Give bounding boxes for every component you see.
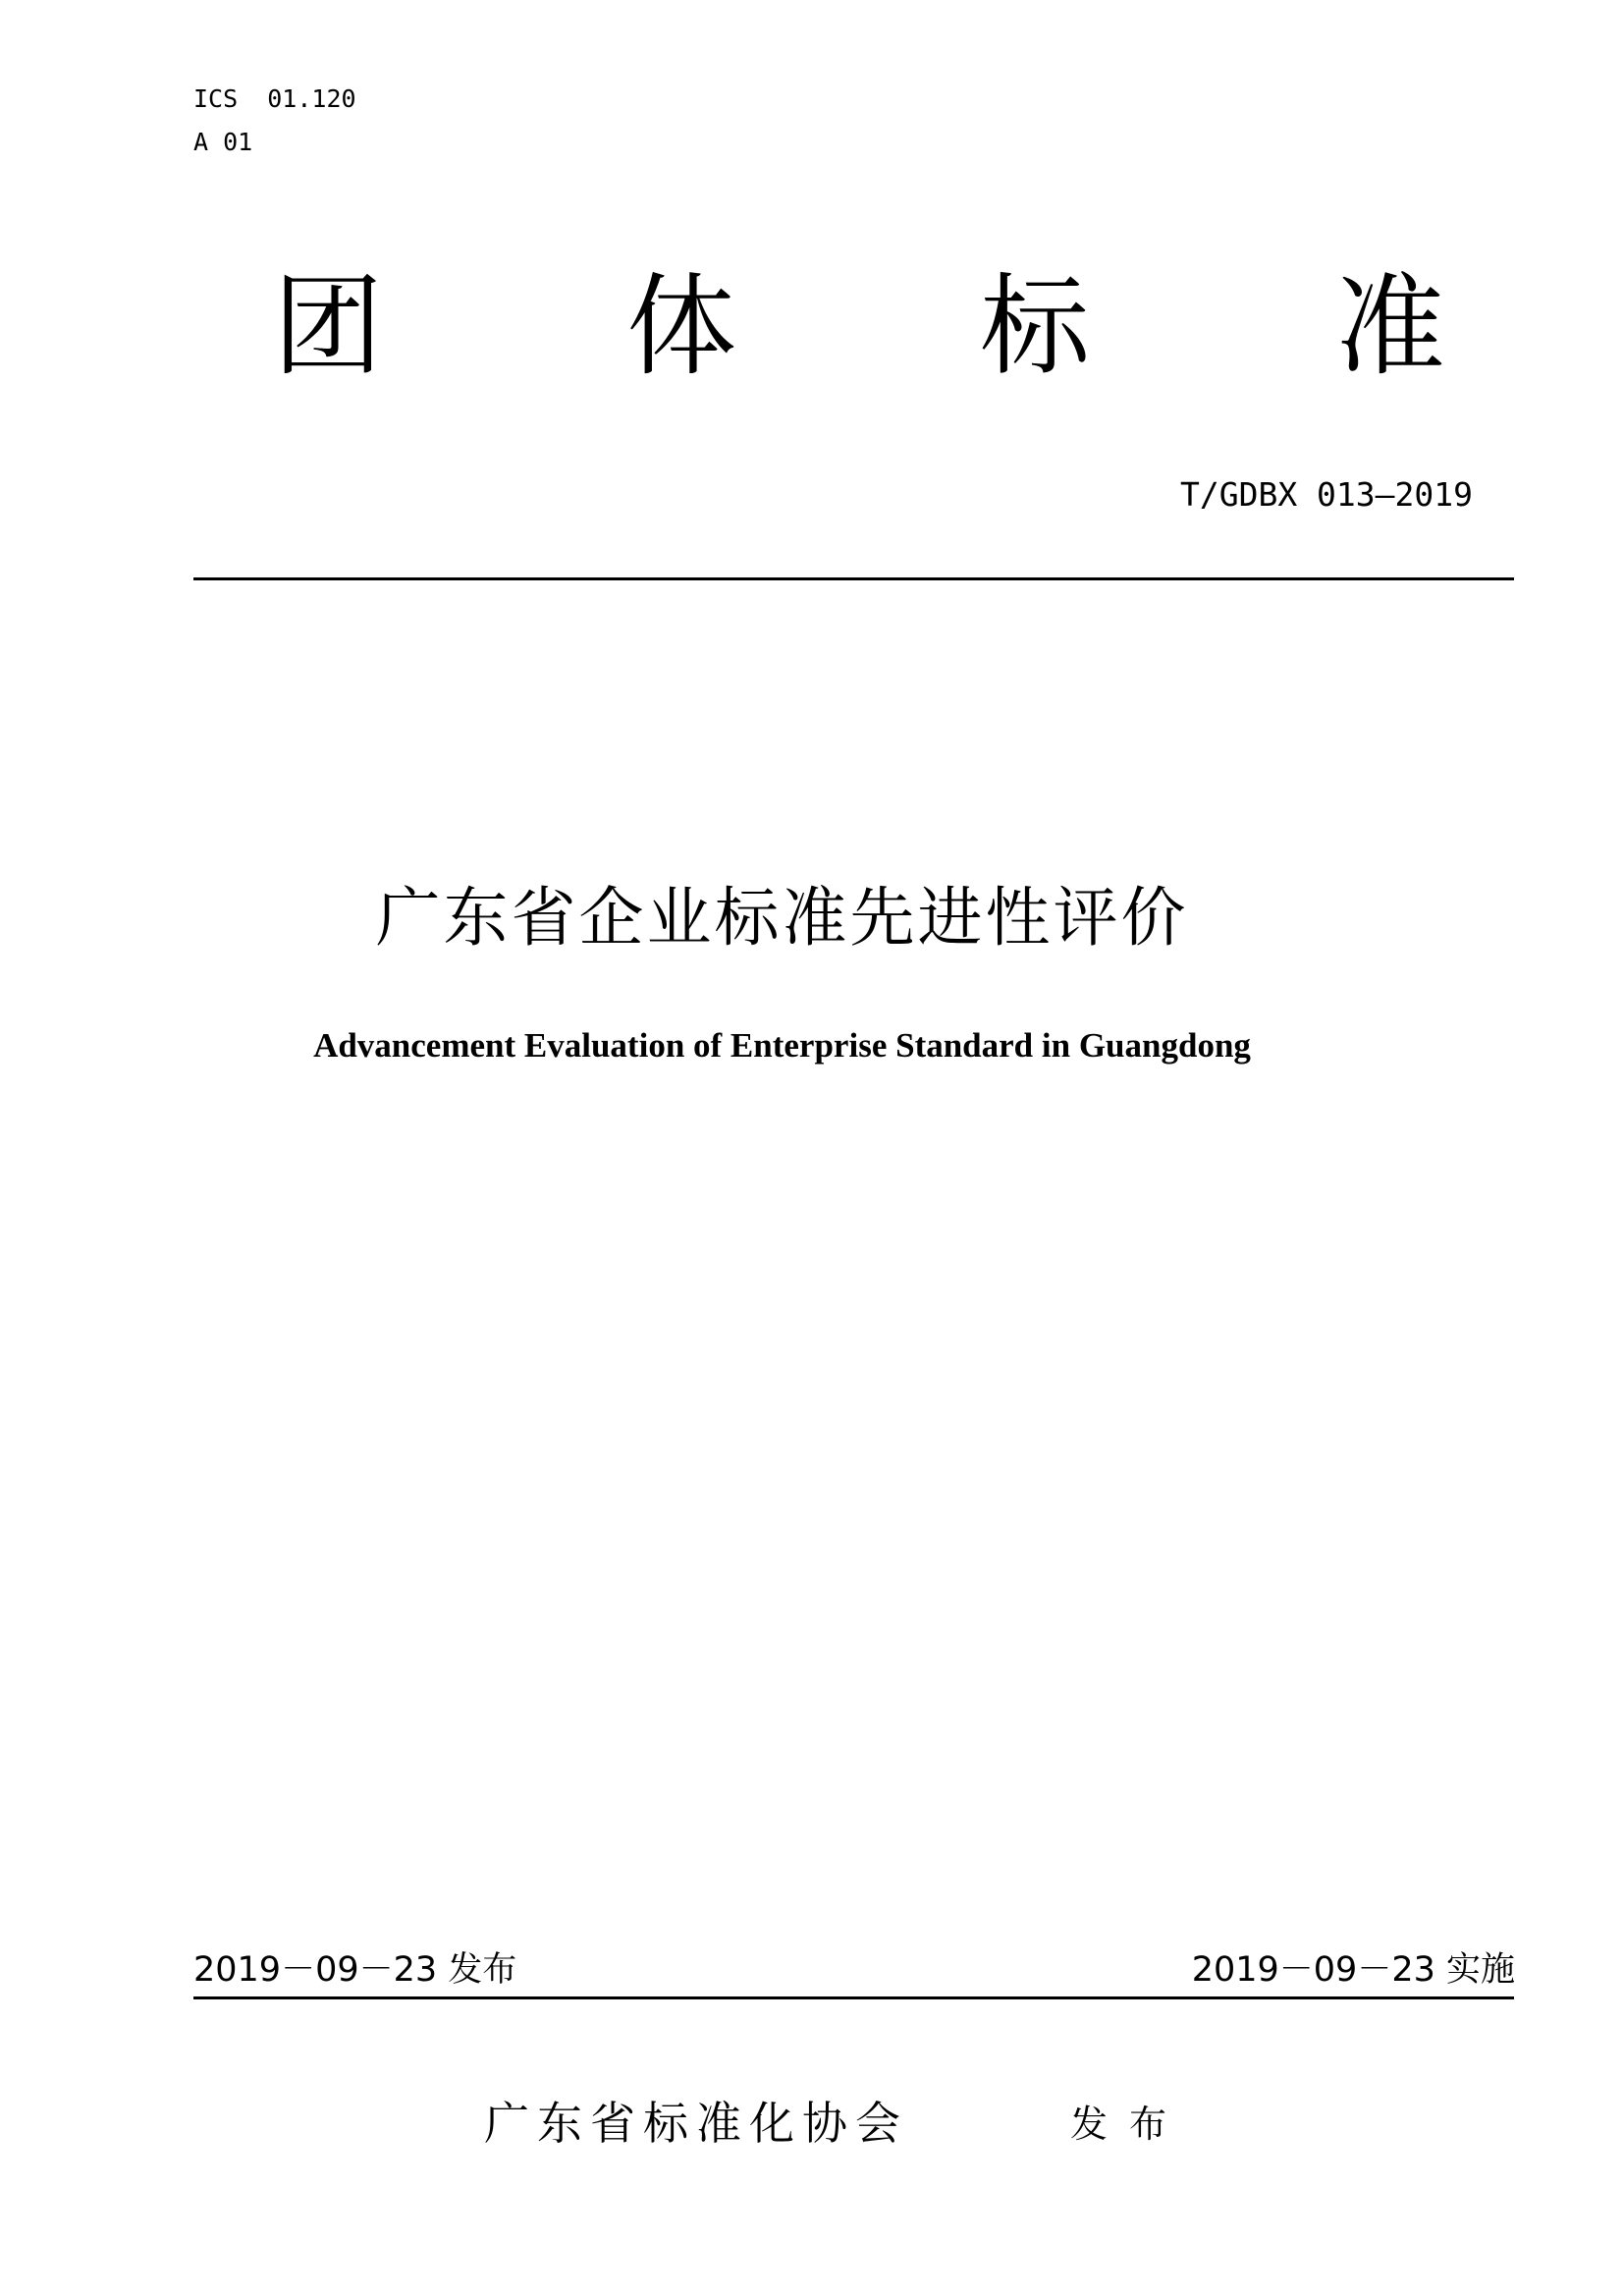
title-chinese: 广东省企业标准先进性评价 (375, 880, 1189, 956)
release-date: 2019－09－23 发布 (193, 1950, 517, 1990)
bottom-divider (193, 1996, 1514, 1999)
doc-type-char-1: 团 (273, 263, 383, 391)
top-divider (193, 577, 1514, 580)
title-english: Advancement Evaluation of Enterprise Standard in Guangdong (313, 1026, 1251, 1065)
ics-code: ICS 01.120 (193, 84, 356, 113)
publisher-name: 广东省标准化协会 (484, 2097, 908, 2150)
doc-type-char-4: 准 (1335, 263, 1445, 391)
doc-type-char-3: 标 (980, 263, 1090, 391)
doc-type-char-2: 体 (626, 263, 736, 391)
standard-number: T/GDBX 013—2019 (1179, 475, 1473, 514)
classification-code: A 01 (193, 128, 253, 156)
publish-label: 发布 (1070, 2103, 1189, 2146)
implementation-date: 2019－09－23 实施 (1191, 1950, 1515, 1990)
